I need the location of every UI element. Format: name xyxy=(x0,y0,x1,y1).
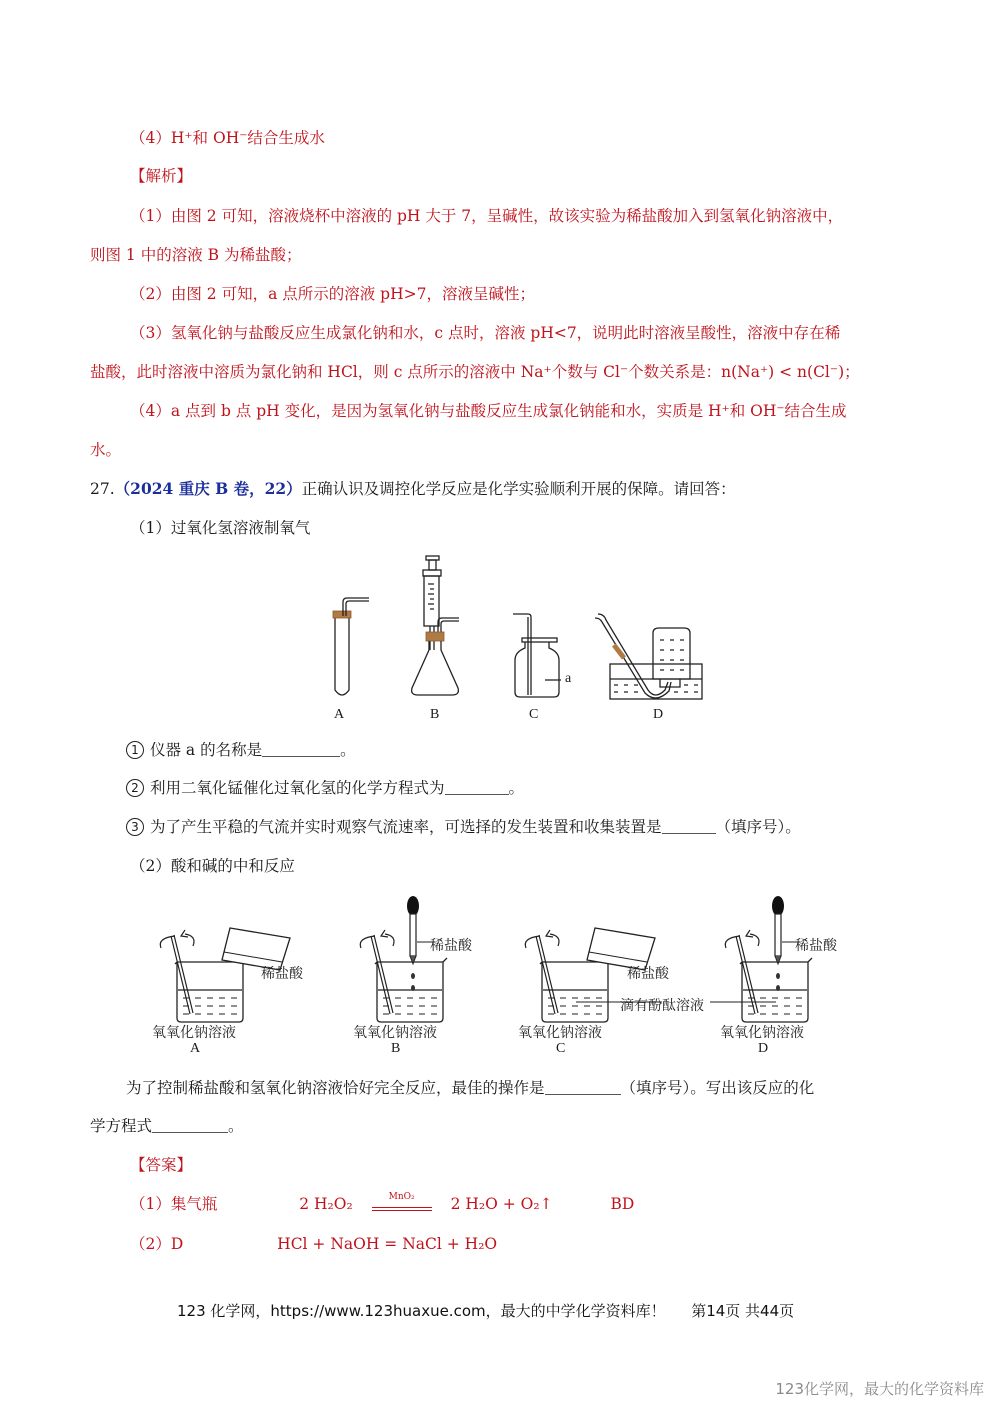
fig2-label-a: A xyxy=(190,1041,201,1056)
indicator-label: 滴有酚酞溶液 xyxy=(620,998,704,1014)
base-label-d: 氧氧化钠溶液 xyxy=(720,1025,804,1041)
answer-blank[interactable] xyxy=(152,1118,228,1133)
footer-text: 123 化学网，https://www.123huaxue.com，最大的中学化学资料库！ xyxy=(177,1302,666,1320)
closing-line-2: 学方程式 。 xyxy=(90,1117,244,1135)
acid-label-c: 稀盐酸 xyxy=(627,966,669,982)
catalyst-condition: MnO₂ xyxy=(372,1199,432,1211)
answer-blank[interactable] xyxy=(662,819,716,834)
fig1-label-d: D xyxy=(653,707,664,722)
question-header xyxy=(90,479,736,499)
answer-row-2: （2）D HCl + NaOH = NaCl + H₂O xyxy=(130,1235,498,1253)
analysis-p1-line1: （1）由图 2 可知，溶液烧杯中溶液的 pH 大于 7，呈碱性，故该实验为稀盐酸加入到氢氧化钠溶液中， xyxy=(130,207,844,225)
part1-title: （1）过氧化氢溶液制氧气 xyxy=(130,519,311,537)
panel-d xyxy=(710,896,812,1022)
question-stem: 正确认识及调控化学反应是化学实验顺利开展的保障。请回答： xyxy=(301,480,736,498)
circled-number: 3 xyxy=(126,818,144,836)
acid-label-d: 稀盐酸 xyxy=(795,938,837,954)
apparatus-d-water-trough xyxy=(595,614,702,699)
question-source: （2024 重庆 B 卷，22） xyxy=(114,479,302,498)
page-number: 第14页 共44页 xyxy=(691,1302,795,1320)
sub-question-1: 1 仪器 a 的名称是 。 xyxy=(126,740,356,760)
prev-answer-item-4: （4）H⁺和 OH⁻结合生成水 xyxy=(130,129,325,147)
analysis-p2: （2）由图 2 可知，a 点所示的溶液 pH>7，溶液呈碱性； xyxy=(130,285,535,303)
analysis-p3-line2: 盐酸，此时溶液中溶质为氯化钠和 HCl，则 c 点所示的溶液中 Na⁺个数与 Cl⁻个数关系是：n(Na⁺) < n(Cl⁻)； xyxy=(90,363,860,381)
answer-heading: 【答案】 xyxy=(130,1156,193,1174)
circled-number: 1 xyxy=(126,741,144,759)
base-label-a: 氧氧化钠溶液 xyxy=(152,1025,236,1041)
analysis-p4-line1: （4）a 点到 b 点 pH 变化，是因为氢氧化钠与盐酸反应生成氯化钠能和水，实质是 H⁺和 OH⁻结合生成 xyxy=(130,402,847,420)
fig1-label-a: A xyxy=(334,707,345,722)
fig2-label-d: D xyxy=(758,1041,769,1056)
analysis-p3-line1: （3）氢氧化钠与盐酸反应生成氯化钠和水，c 点时，溶液 pH<7，说明此时溶液呈酸性，溶液中存在稀 xyxy=(130,324,841,342)
apparatus-a-test-tube xyxy=(333,598,369,695)
base-label-c: 氧氧化钠溶液 xyxy=(518,1025,602,1041)
answer-row-1: （1）集气瓶 2 H₂O₂ MnO₂ 2 H₂O + O₂↑ BD xyxy=(130,1192,635,1213)
panel-b xyxy=(360,896,447,1022)
fig2-label-c: C xyxy=(556,1041,566,1056)
fig1-label-b: B xyxy=(430,707,440,722)
acid-label-b: 稀盐酸 xyxy=(430,938,472,954)
analysis-p4-line2: 水。 xyxy=(90,441,122,459)
fig1-annotation-a: a xyxy=(565,671,572,686)
watermark: 123化学网，最大的化学资料库 xyxy=(775,1380,984,1398)
acid-label-a: 稀盐酸 xyxy=(261,966,303,982)
answer-blank[interactable] xyxy=(545,1080,621,1095)
analysis-heading: 【解析】 xyxy=(130,167,193,185)
sub-question-2: 2 利用二氧化锰催化过氧化氢的化学方程式为 。 xyxy=(126,778,524,798)
sub-question-3: 3 为了产生平稳的气流并实时观察气流速率，可选择的发生装置和收集装置是 （填序号）。 xyxy=(126,817,801,837)
base-label-b: 氧氧化钠溶液 xyxy=(353,1025,437,1041)
apparatus-b-flask-syringe xyxy=(412,556,459,695)
fig2-label-b: B xyxy=(391,1041,401,1056)
fig1-label-c: C xyxy=(529,707,539,722)
apparatus-figure xyxy=(310,550,710,730)
question-number: 27. xyxy=(90,480,115,498)
page-footer xyxy=(177,1300,794,1321)
part2-title: （2）酸和碱的中和反应 xyxy=(130,857,295,875)
closing-line-1: 为了控制稀盐酸和氢氧化钠溶液恰好完全反应，最佳的操作是 （填序号）。写出该反应的化 xyxy=(126,1079,815,1097)
circled-number: 2 xyxy=(126,779,144,797)
analysis-p1-line2: 则图 1 中的溶液 B 为稀盐酸； xyxy=(90,246,302,264)
answer-blank[interactable] xyxy=(445,780,509,795)
apparatus-c-gas-bottle xyxy=(513,614,561,697)
answer-blank[interactable] xyxy=(262,742,340,757)
neutralization-figure xyxy=(140,890,840,1030)
